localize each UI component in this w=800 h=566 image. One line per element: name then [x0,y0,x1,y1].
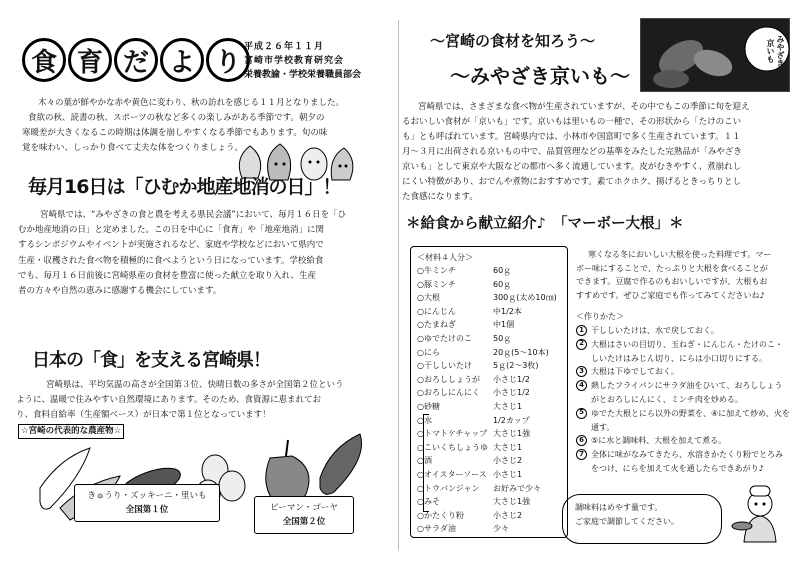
intro-line: 覚を味わい、しっかり食べて丈夫な体をつくりましょう。 [22,143,244,153]
ingredient-row [417,454,561,468]
step-text: ゆでた大根とにら以外の野菜を、④に加えて炒め、火を通す。 [591,408,790,432]
kyoimo-line: にくい特徴があり、おでんや煮物におすすめです。素てホクホク、揚げるときっちりとし [402,177,741,187]
step-number: 7 [576,449,587,460]
ingredient-name: ○かたくり粉 [417,510,464,520]
title-char: 育 [68,38,112,82]
ingredient-row [417,482,561,496]
ingredient-name: ○にら [417,347,440,357]
recipe-step [576,407,790,435]
section-heading-local-production: 毎月16日は「ひむか地産地消の日」！ [28,176,341,198]
menu-heading: ＊給食から献立紹介♪ 「マーボー大根」＊ [406,216,684,232]
section1-line: でも、毎月１６日前後に宮崎県産の食材を豊富に使った献立を取り入れ、生産 [18,270,317,281]
header-info [244,40,361,82]
ingredient-row [417,373,561,387]
ingredient-row [417,264,561,278]
memo-bubble [562,494,722,544]
ingredient-row [417,305,561,319]
recipe-intro-line: できます。豆腐で作るのもおいしいですが、大根もお [576,277,768,286]
recipe-step [576,379,790,407]
title-char: 食 [22,38,66,82]
column-divider [398,20,399,550]
ingredient-row [417,291,561,305]
ingredient-qty: 小さじ2 [493,510,523,520]
ingredient-name: ○トウバンジャン [417,483,480,493]
ingredient-row [417,278,561,292]
recipe-step [576,365,790,379]
ingredient-qty: 小さじ1 [493,469,523,479]
ingredient-name: ○トマトケチャップ [417,429,488,439]
kyoimo-body [402,100,792,205]
step-number: 3 [576,366,587,377]
title-char: り [206,38,250,82]
memo-line: 調味料はめやす量です。 [575,503,663,512]
ingredient-name: ○にんじん [417,306,456,316]
ingredient-name: ○豚ミンチ [417,279,456,289]
step-number: 4 [576,380,587,391]
ingredient-qty: 大さじ1 [493,442,523,452]
ingredient-qty: 小さじ1/2 [493,388,530,398]
ingredient-name: ○みそ [417,497,440,507]
steps-header: ＜作りかた＞ [576,312,624,321]
ingredient-name: ○砂糖 [417,401,440,411]
produce-rank: 全国第１位 [125,505,169,515]
ingredient-row [417,414,561,428]
kyoimo-line: 月～３月に出荷される京いもの中で、品質管理などの基準をみたした完熟品が「みやざき [402,147,742,157]
ingredient-qty: 小さじ1/2 [493,374,530,384]
section2-line: り、食料自給率（生産額ベース）が日本で第１位となっています！ [16,410,271,420]
ingredient-name: ○牛ミンチ [417,266,456,275]
organization-sub: 栄養教諭・学校栄養職員部会 [244,70,362,80]
step-number: 1 [576,325,587,336]
ingredient-name: ○水 [417,415,432,425]
step-text: 大根はさいの目切り、玉ねぎ・にんじん・たけのこ・しいたけはみじん切り、にらは小口切りにする。 [591,339,783,363]
ingredient-qty: 5ｇ(2～3枚) [493,361,539,371]
ingredient-row [417,509,561,523]
section1-line: むか地産地消の日」と定めました。この日を中心に「食育」や「地産地消」に関 [18,225,325,236]
ingredient-row [417,427,561,441]
produce-box-rank2 [254,496,354,534]
ingredients-box [410,246,568,538]
recipe-step [576,324,790,338]
section1-line: 者の方々や自然の恵みに感謝する機会にしています。 [18,286,222,297]
step-number: 2 [576,339,587,350]
ingredient-row [417,400,561,414]
ingredient-name: ○おろしにんにく [417,388,480,398]
step-text: 全体に味がなみてきたら、水溶きかたくり粉でとろみをつけ、にらを加えて火を通したらできあがり♪ [591,450,783,473]
ingredient-qty: 小さじ2 [493,456,523,466]
organization: 宮崎市学校教育研究会 [244,56,345,66]
recipe-intro-line: ボー味にすることで、たっぷりと大根を食べることが [576,263,768,273]
ingredient-row [417,346,561,360]
recipe-step [576,434,790,448]
issue-date: 平成２６年１１月 [244,42,325,52]
ingredient-qty: 大さじ1強 [493,497,531,507]
ingredient-row [417,495,561,509]
produce-box-rank1 [74,484,220,522]
section-heading-miyazaki: 日本の「食」を支える宮崎県！ [32,350,270,371]
kyoimo-line: た食感になります。 [402,192,478,202]
ingredient-row [417,441,561,455]
photo-caption: みやざき 京いも [766,35,785,67]
kyoimo-line: るおいしい食材が「京いも」です。京いもは里いもの一種で、その形状から「たけのこい [402,117,742,127]
ingredient-row [417,332,561,346]
ingredient-name: ○大根 [417,293,440,303]
ingredient-qty: 300ｇ(太め10㎝) [493,293,557,303]
ingredient-qty: 50ｇ [493,333,512,343]
ingredient-qty: お好みで少々 [493,483,541,493]
ingredient-row [417,318,561,332]
recipe-intro-line: 寒くなる冬においしい大根を使った料理です。マー [588,250,772,259]
ingredient-qty: 中1個 [493,320,515,330]
ingredient-qty: 少々 [493,524,509,534]
intro-line: 寒暖差が大きくなるこの時期は体調を崩しやすくなる季節でもあります。旬の味 [22,128,328,138]
kyoimo-line: 京いも」として東京や大阪などの都市へ多く流通しています。皮がむきやすく、煮崩れし [402,162,742,172]
ingredient-row [417,522,561,536]
intro-line: 木々の葉が鮮やかな赤や黄色に変わり、秋の訪れを感じる１１月となりました。 [38,98,345,108]
produce-list: きゅうり・ズッキーニ・里いも [87,491,207,501]
section1-line: 宮崎県では、“みやざきの食と農を考える県民会議”において、毎月１６日を「ひ [40,210,347,220]
title-char: よ [160,38,204,82]
ingredient-name: ○オイスターソース [417,469,487,479]
cook-mascot-illustration [730,482,790,546]
ingredient-qty: 1/2カップ [493,415,530,425]
ingredient-row [417,386,561,400]
ingredient-name: ○サラダ油 [417,524,456,534]
step-text: 大根は下ゆでしておく。 [591,367,679,377]
recipe-step [576,338,790,366]
recipe-intro [576,248,792,302]
title-char: だ [114,38,158,82]
ingredient-qty: 中1/2本 [493,306,522,316]
recipe-intro-line: すすめです。ぜひご家庭でも作ってみてくださいね♪ [576,290,765,300]
right-title: ～みやざき京いも～ [450,64,630,88]
ingredients-list [417,264,561,536]
ingredient-qty: 60ｇ [493,266,512,275]
recipe-step [576,448,790,476]
produce-list: ピーマン・ゴーヤ [270,503,338,513]
ingredient-qty: 20ｇ(5～10本) [493,347,549,357]
ingredient-row [417,359,561,373]
produce-label: ☆宮崎の代表的な農産物☆ [18,424,124,439]
ingredient-name: ○こいくちしょうゆ [417,442,488,452]
ingredient-name: ○ゆでたけのこ [417,333,472,343]
memo-line: ご家庭で調節してください。 [575,517,679,526]
ingredients-header: ＜材料４人分＞ [417,253,473,262]
steps-list [576,324,790,476]
step-text: 熱したフライパンにサラダ油をひいて、おろししょうがとおろしにんにく、ミンチ肉を炒める。 [591,381,783,404]
ingredient-qty: 60ｇ [493,279,512,289]
produce-rank: 全国第２位 [282,517,326,527]
step-text: ⑤に水と調味料、大根を加えて煮る。 [591,436,727,446]
section1-line: するシンポジウムやイベントが実施されるなど、家庭や学校などにおいて県内で [18,240,324,251]
section2-line: 宮崎県は、平均気温の高さが全国第３位、快晴日数の多さが全国第２位という [46,380,344,390]
ingredient-name: ○たまねぎ [417,320,456,330]
kyoimo-line: も」とも呼ばれています。宮崎県内では、小林市や国富町で多く生産されています。１１ [402,132,741,142]
step-number: 5 [576,408,587,419]
ingredient-qty: 大さじ1 [493,401,523,411]
section1-line: 生産・収穫された食べ物を積極的に食べようという日になっています。学校給食 [18,255,324,266]
ingredient-name: ○おろししょうが [417,374,480,384]
intro-line: 食欲の秋、読書の秋、スポーツの秋など多くの楽しみがある季節です。朝夕の [28,113,325,123]
section2-body [16,378,372,423]
sauce-bracket [423,414,429,512]
right-subtitle: ～宮崎の食材を知ろう～ [430,32,596,50]
step-number: 6 [576,435,587,446]
ingredient-row [417,468,561,482]
kyoimo-photo [640,18,790,92]
section2-line: ように、温暖で住みやすい自然環境にあります。そのため、食資源に恵まれてお [16,395,321,405]
step-text: 干ししいたけは、水で戻しておく。 [591,326,719,335]
ingredient-qty: 大さじ1強 [493,429,531,439]
ingredient-name: ○干ししいたけ [417,361,472,371]
section1-body [18,208,370,299]
newsletter-title [22,38,250,82]
ingredient-name: ○酒 [417,456,432,466]
kyoimo-line: 宮崎県では、さまざまな食べ物が生産されていますが、その中でもこの季節に旬を迎え [418,102,750,112]
